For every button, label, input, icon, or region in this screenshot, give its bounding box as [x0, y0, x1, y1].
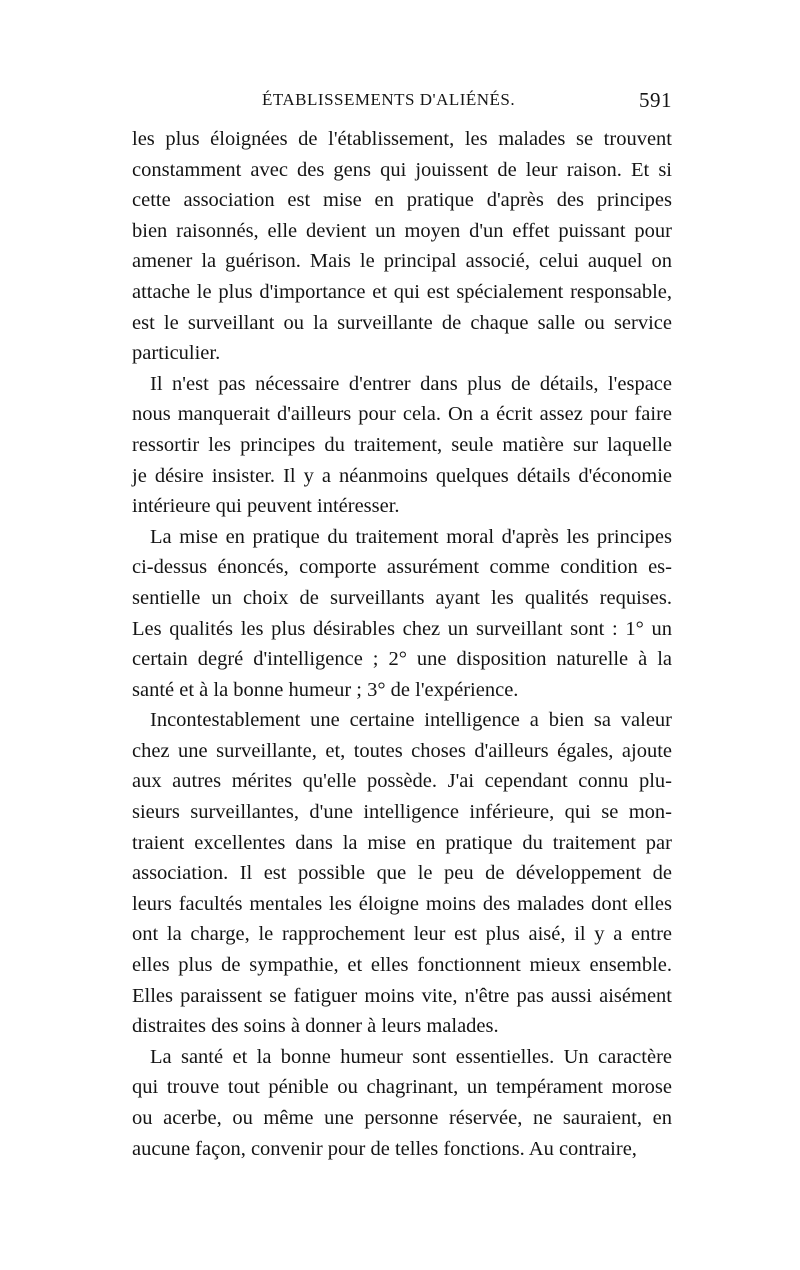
text-line: sentielle un choix de surveillants ayant les qualités requises.	[132, 586, 672, 609]
text-line: chez une surveillante, et, toutes choses d'ailleurs égales, ajoute	[132, 739, 672, 762]
text-line: intérieure qui peuvent intéresser.	[132, 495, 400, 518]
text-line: cette association est mise en pratique d'après des principes	[132, 189, 672, 212]
text-line: Les qualités les plus désirables chez un surveillant sont : 1° un	[132, 617, 672, 640]
text-line: ou acerbe, ou même une personne réservée, ne sauraient, en	[132, 1107, 672, 1129]
text-line: santé et à la bonne humeur ; 3° de l'expérience.	[132, 678, 519, 701]
paragraph	[132, 522, 672, 706]
text-line: Elles paraissent se fatiguer moins vite, n'être pas aussi aisément	[132, 984, 672, 1007]
running-title: ÉTABLISSEMENTS D'ALIÉNÉS.	[262, 90, 516, 109]
text-line: les plus éloignées de l'établissement, les malades se trouvent	[132, 128, 672, 150]
text-line: attache le plus d'importance et qui est spécialement responsable,	[132, 280, 672, 303]
text-line: sieurs surveillantes, d'une intelligence inférieure, qui se mon-	[132, 801, 672, 824]
text-line: bien raisonnés, elle devient un moyen d'un effet puissant pour	[132, 219, 672, 242]
text-line: La santé et la bonne humeur sont essentielles. Un caractère	[150, 1045, 672, 1068]
text-line: Incontestablement une certaine intelligence a bien sa valeur	[150, 709, 672, 732]
text-line: ci-dessus énoncés, comporte assurément comme condition es-	[132, 556, 672, 579]
text-line: La mise en pratique du traitement moral d'après les principes	[150, 525, 672, 548]
text-line: distraites des soins à donner à leurs malades.	[132, 1015, 499, 1038]
text-line: amener la guérison. Mais le principal associé, celui auquel on	[132, 250, 672, 273]
text-line: ressortir les principes du traitement, seule matière sur laquelle	[132, 433, 672, 456]
text-line: aucune façon, convenir pour de telles fonctions. Au contraire,	[132, 1137, 637, 1160]
paragraph	[132, 124, 672, 369]
text-line: traient excellentes dans la mise en pratique du traitement par	[132, 831, 672, 854]
text-line: est le surveillant ou la surveillante de chaque salle ou service	[132, 311, 672, 334]
paragraph	[132, 369, 672, 522]
page-number: 591	[639, 88, 672, 112]
text-line: elles plus de sympathie, et elles fonctionnent mieux ensemble.	[132, 954, 672, 977]
text-line: association. Il est possible que le peu de développement de	[132, 862, 672, 885]
page-header	[132, 88, 672, 118]
paragraph	[132, 705, 672, 1042]
text-line: aux autres mérites qu'elle possède. J'ai cependant connu plu-	[132, 770, 672, 793]
body-text	[132, 124, 672, 1164]
text-line: Il n'est pas nécessaire d'entrer dans plus de détails, l'espace	[150, 372, 672, 395]
text-line: constamment avec des gens qui jouissent de leur raison. Et si	[132, 158, 672, 181]
text-line: nous manquerait d'ailleurs pour cela. On a écrit assez pour faire	[132, 403, 672, 426]
text-line: certain degré d'intelligence ; 2° une disposition naturelle à la	[132, 648, 672, 671]
text-line: je désire insister. Il y a néanmoins quelques détails d'économie	[132, 464, 672, 487]
paragraph	[132, 1042, 672, 1164]
text-line: ont la charge, le rapprochement leur est plus aisé, il y a entre	[132, 923, 672, 946]
text-line: leurs facultés mentales les éloigne moins des malades dont elles	[132, 892, 672, 915]
text-line: particulier.	[132, 342, 221, 365]
text-line: qui trouve tout pénible ou chagrinant, un tempérament morose	[132, 1076, 672, 1099]
